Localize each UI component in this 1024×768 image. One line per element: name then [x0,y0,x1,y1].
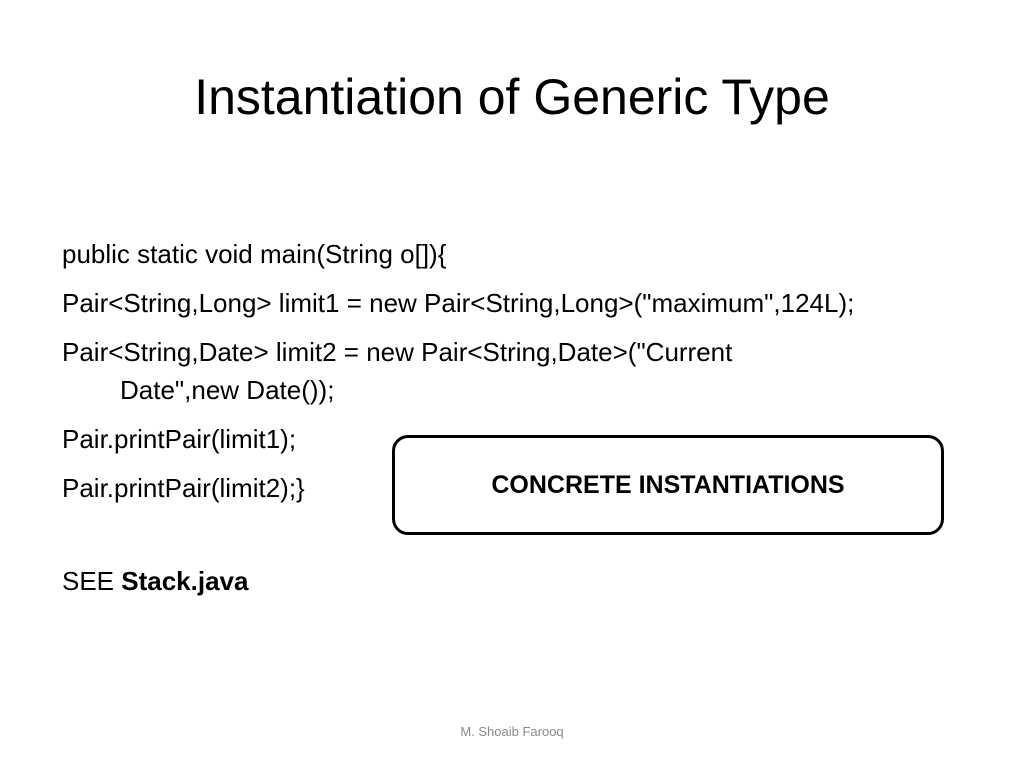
code-line-limit2-part2: Date",new Date()); [120,375,335,405]
code-line-print1: Pair.printPair(limit1); [62,424,297,454]
code-line-limit2 [62,332,1012,410]
code-line-limit1: Pair<String,Long> limit1 = new Pair<String,Long>("maximum",124L); [62,288,855,318]
see-file: Stack.java [121,566,249,596]
see-prefix: SEE [62,566,115,596]
callout-box [392,435,944,535]
see-reference [62,561,1012,601]
callout-label: CONCRETE INSTANTIATIONS [491,470,845,499]
code-line-limit2-part1: Pair<String,Date> limit2 = new Pair<String,Date>("Current [62,337,733,367]
code-line-print2: Pair.printPair(limit2);} [62,473,305,503]
footer-author: M. Shoaib Farooq [460,724,564,739]
slide-body [62,234,1012,610]
code-line-main: public static void main(String o[]){ [62,239,447,269]
slide-title: Instantiation of Generic Type [194,69,830,125]
